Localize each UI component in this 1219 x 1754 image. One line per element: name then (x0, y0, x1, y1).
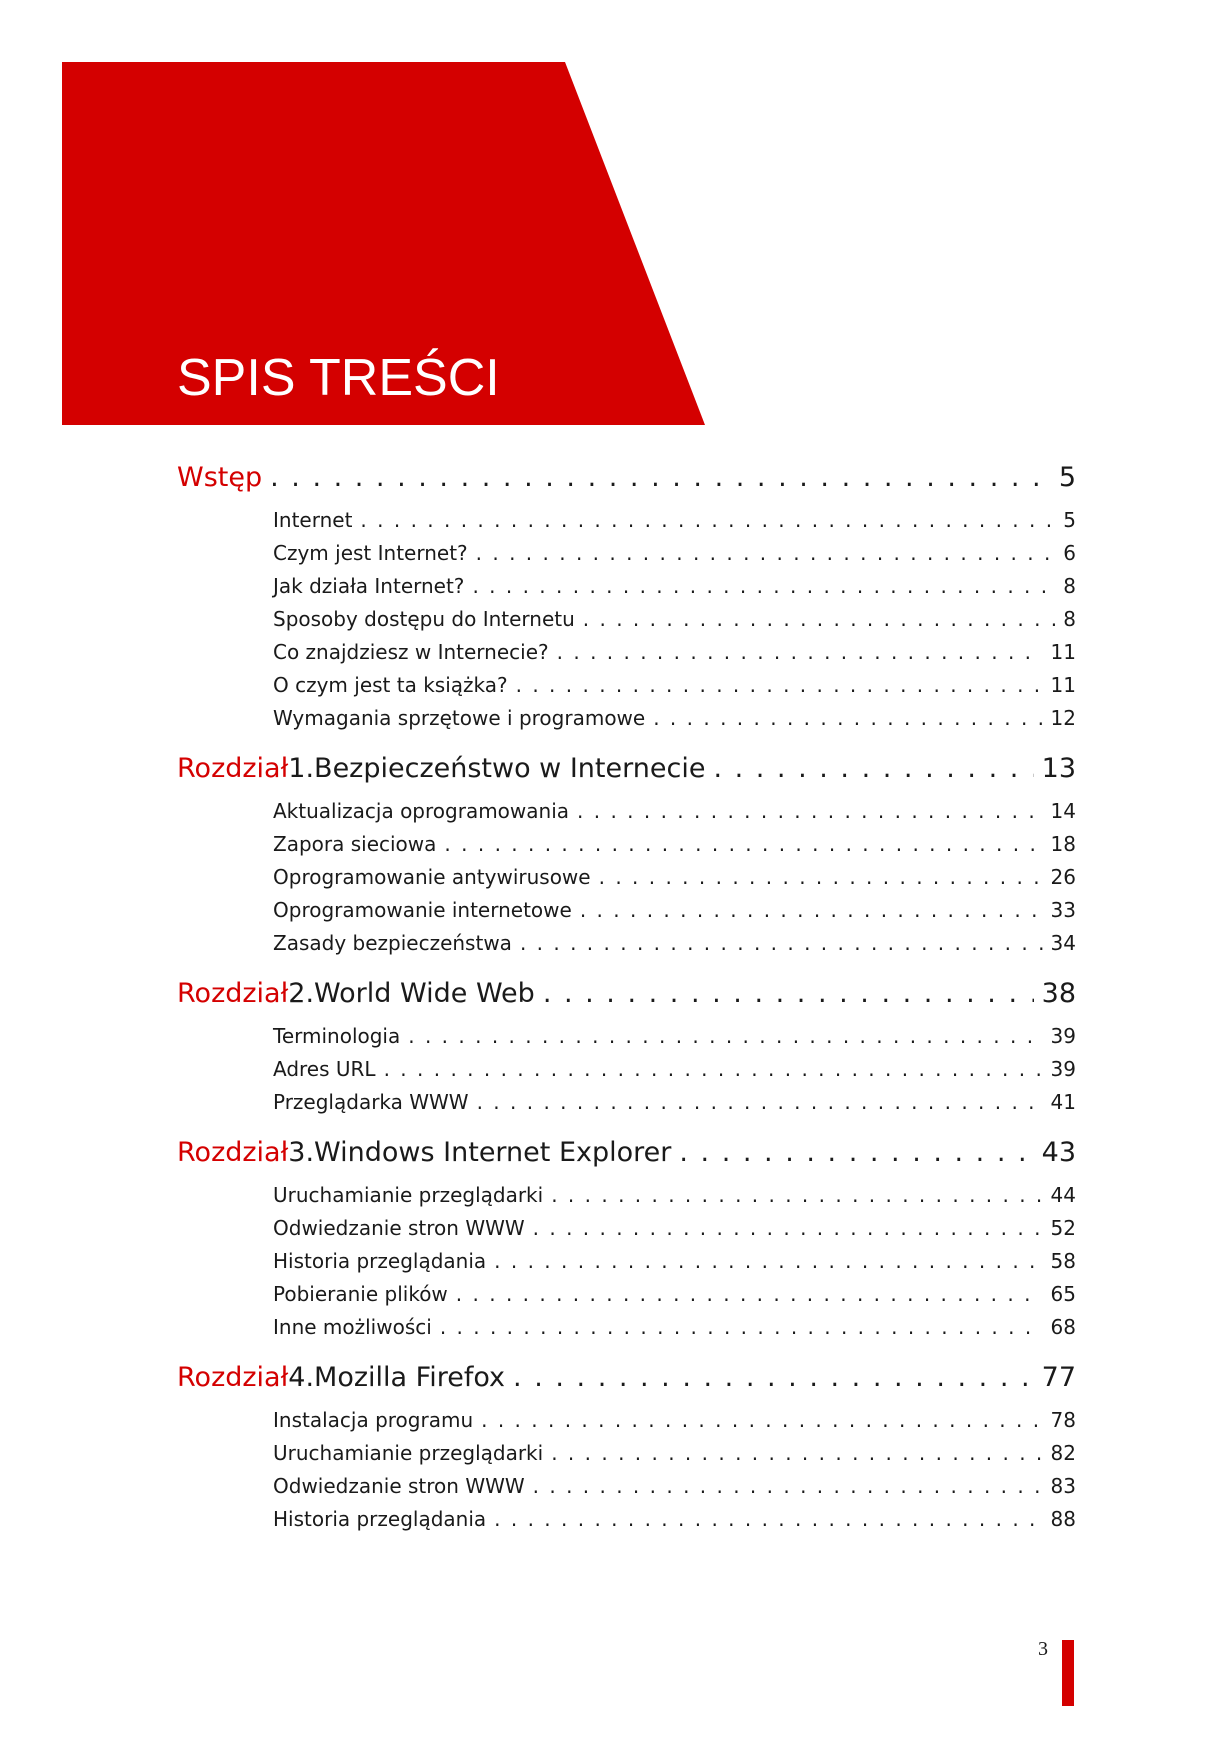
toc-entry-page: 11 (1050, 673, 1076, 697)
dot-leader (513, 1358, 1034, 1398)
chapter-title: Wstęp (177, 462, 263, 493)
toc-entry-page: 8 (1063, 607, 1076, 631)
toc-entry[interactable] (273, 1053, 1076, 1086)
toc-entry-page: 83 (1050, 1474, 1076, 1498)
chapter-number: 2. (288, 978, 315, 1009)
toc-section-chapter-3 (177, 1133, 1076, 1344)
toc-entry-label: Jak działa Internet? (273, 574, 465, 598)
dot-leader (551, 1437, 1042, 1470)
toc-entry-page: 5 (1063, 508, 1076, 532)
toc-entry-label: Aktualizacja oprogramowania (273, 799, 570, 823)
toc-entry-label: Wymagania sprzętowe i programowe (273, 706, 646, 730)
toc-entry-page: 88 (1050, 1507, 1076, 1531)
dot-leader (533, 1470, 1043, 1503)
red-page-tab (1062, 1640, 1074, 1706)
toc-entry-label: Pobieranie plików (273, 1282, 448, 1306)
toc-entry-label: Inne możliwości (273, 1315, 432, 1339)
dot-leader (653, 702, 1042, 735)
toc-entry-label: Zapora sieciowa (273, 832, 437, 856)
dot-leader (583, 603, 1055, 636)
toc-entry-page: 26 (1050, 865, 1076, 889)
dot-leader (408, 1020, 1042, 1053)
dot-leader (713, 749, 1033, 789)
toc-chapter-line[interactable] (177, 974, 1076, 1014)
chapter-page-number: 13 (1041, 753, 1076, 784)
toc-entry[interactable] (273, 795, 1076, 828)
toc-entries (177, 1173, 1076, 1344)
dot-leader (543, 974, 1034, 1014)
dot-leader (520, 927, 1043, 960)
toc-entry-label: Oprogramowanie antywirusowe (273, 865, 591, 889)
dot-leader (384, 1053, 1043, 1086)
toc-entry-label: Czym jest Internet? (273, 541, 468, 565)
dot-leader (679, 1133, 1033, 1173)
dot-leader (270, 458, 1051, 498)
toc-entry[interactable] (273, 669, 1076, 702)
toc-entry-page: 11 (1050, 640, 1076, 664)
dot-leader (476, 537, 1056, 570)
toc-entry-page: 52 (1050, 1216, 1076, 1240)
dot-leader (360, 504, 1055, 537)
dot-leader (557, 636, 1043, 669)
toc-entry-label: Historia przeglądania (273, 1249, 487, 1273)
toc-entries (177, 1398, 1076, 1536)
toc-entry[interactable] (273, 927, 1076, 960)
chapter-title: Bezpieczeństwo w Internecie (314, 753, 706, 784)
toc-entry[interactable] (273, 1503, 1076, 1536)
chapter-page-number: 38 (1041, 978, 1076, 1009)
dot-leader (577, 795, 1043, 828)
toc-entry[interactable] (273, 636, 1076, 669)
chapter-word: Rozdział (177, 978, 289, 1009)
page-number: 3 (1038, 1638, 1048, 1660)
table-of-contents (177, 458, 1076, 1536)
chapter-word: Rozdział (177, 753, 289, 784)
dot-leader (477, 1086, 1043, 1119)
dot-leader (472, 570, 1055, 603)
chapter-page-number: 43 (1041, 1137, 1076, 1168)
toc-entries (177, 498, 1076, 735)
toc-entry-label: Historia przeglądania (273, 1507, 487, 1531)
toc-entry[interactable] (273, 504, 1076, 537)
toc-entry-label: Odwiedzanie stron WWW (273, 1474, 525, 1498)
toc-chapter-line[interactable] (177, 1133, 1076, 1173)
toc-entry[interactable] (273, 1245, 1076, 1278)
toc-entry-label: Sposoby dostępu do Internetu (273, 607, 575, 631)
toc-entry-label: Instalacja programu (273, 1408, 474, 1432)
toc-chapter-line[interactable] (177, 1358, 1076, 1398)
toc-section-chapter-4 (177, 1358, 1076, 1536)
toc-entry-page: 39 (1050, 1057, 1076, 1081)
toc-section-chapter-2 (177, 974, 1076, 1119)
toc-entry[interactable] (273, 894, 1076, 927)
chapter-title: Windows Internet Explorer (314, 1137, 672, 1168)
toc-entry[interactable] (273, 1470, 1076, 1503)
toc-entry-label: Uruchamianie przeglądarki (273, 1441, 544, 1465)
toc-entry-label: Zasady bezpieczeństwa (273, 931, 512, 955)
toc-entry-page: 8 (1063, 574, 1076, 598)
toc-entry-label: Oprogramowanie internetowe (273, 898, 572, 922)
chapter-number: 1. (288, 753, 315, 784)
toc-entry-label: Internet (273, 508, 353, 532)
toc-entry-page: 12 (1050, 706, 1076, 730)
toc-entry-label: Przeglądarka WWW (273, 1090, 469, 1114)
toc-entry-label: Adres URL (273, 1057, 376, 1081)
toc-entry-page: 82 (1050, 1441, 1076, 1465)
toc-entry[interactable] (273, 828, 1076, 861)
toc-entries (177, 1014, 1076, 1119)
toc-entry-page: 78 (1050, 1408, 1076, 1432)
dot-leader (440, 1311, 1043, 1344)
toc-entry[interactable] (273, 1311, 1076, 1344)
chapter-word: Rozdział (177, 1137, 289, 1168)
toc-entry[interactable] (273, 702, 1076, 735)
toc-entry-label: Terminologia (273, 1024, 401, 1048)
chapter-number: 4. (288, 1362, 315, 1393)
toc-entry[interactable] (273, 603, 1076, 636)
toc-entry-page: 58 (1050, 1249, 1076, 1273)
toc-entry-page: 68 (1050, 1315, 1076, 1339)
dot-leader (599, 861, 1043, 894)
chapter-word: Rozdział (177, 1362, 289, 1393)
toc-entry-page: 44 (1050, 1183, 1076, 1207)
toc-entry[interactable] (273, 1020, 1076, 1053)
toc-entry-page: 33 (1050, 898, 1076, 922)
dot-leader (444, 828, 1042, 861)
toc-entry[interactable] (273, 1086, 1076, 1119)
toc-entry-label: Uruchamianie przeglądarki (273, 1183, 544, 1207)
dot-leader (516, 669, 1043, 702)
chapter-page-number: 77 (1041, 1362, 1076, 1393)
toc-section-chapter-1 (177, 749, 1076, 960)
toc-entry[interactable] (273, 1278, 1076, 1311)
toc-entry-label: Co znajdziesz w Internecie? (273, 640, 549, 664)
dot-leader (580, 894, 1043, 927)
toc-entry-page: 14 (1050, 799, 1076, 823)
toc-entries (177, 789, 1076, 960)
dot-leader (551, 1179, 1042, 1212)
chapter-title: Mozilla Firefox (314, 1362, 506, 1393)
toc-entry-page: 18 (1050, 832, 1076, 856)
dot-leader (533, 1212, 1043, 1245)
toc-entry[interactable] (273, 1437, 1076, 1470)
toc-entry[interactable] (273, 570, 1076, 603)
dot-leader (494, 1503, 1042, 1536)
toc-entry-label: O czym jest ta książka? (273, 673, 508, 697)
dot-leader (494, 1245, 1042, 1278)
page-title: SPIS TREŚCI (177, 349, 500, 407)
chapter-number: 3. (288, 1137, 315, 1168)
dot-leader (456, 1278, 1043, 1311)
toc-entry[interactable] (273, 1404, 1076, 1437)
toc-entry-page: 65 (1050, 1282, 1076, 1306)
toc-chapter-line[interactable] (177, 458, 1076, 498)
toc-entry-page: 39 (1050, 1024, 1076, 1048)
toc-entry-page: 6 (1063, 541, 1076, 565)
chapter-title: World Wide Web (314, 978, 535, 1009)
toc-entry[interactable] (273, 1212, 1076, 1245)
toc-entry-page: 41 (1050, 1090, 1076, 1114)
toc-entry-page: 34 (1050, 931, 1076, 955)
toc-chapter-line[interactable] (177, 749, 1076, 789)
toc-entry[interactable] (273, 1179, 1076, 1212)
toc-entry-label: Odwiedzanie stron WWW (273, 1216, 525, 1240)
chapter-page-number: 5 (1058, 462, 1076, 493)
toc-entry[interactable] (273, 537, 1076, 570)
dot-leader (481, 1404, 1042, 1437)
toc-section-intro (177, 458, 1076, 735)
toc-entry[interactable] (273, 861, 1076, 894)
